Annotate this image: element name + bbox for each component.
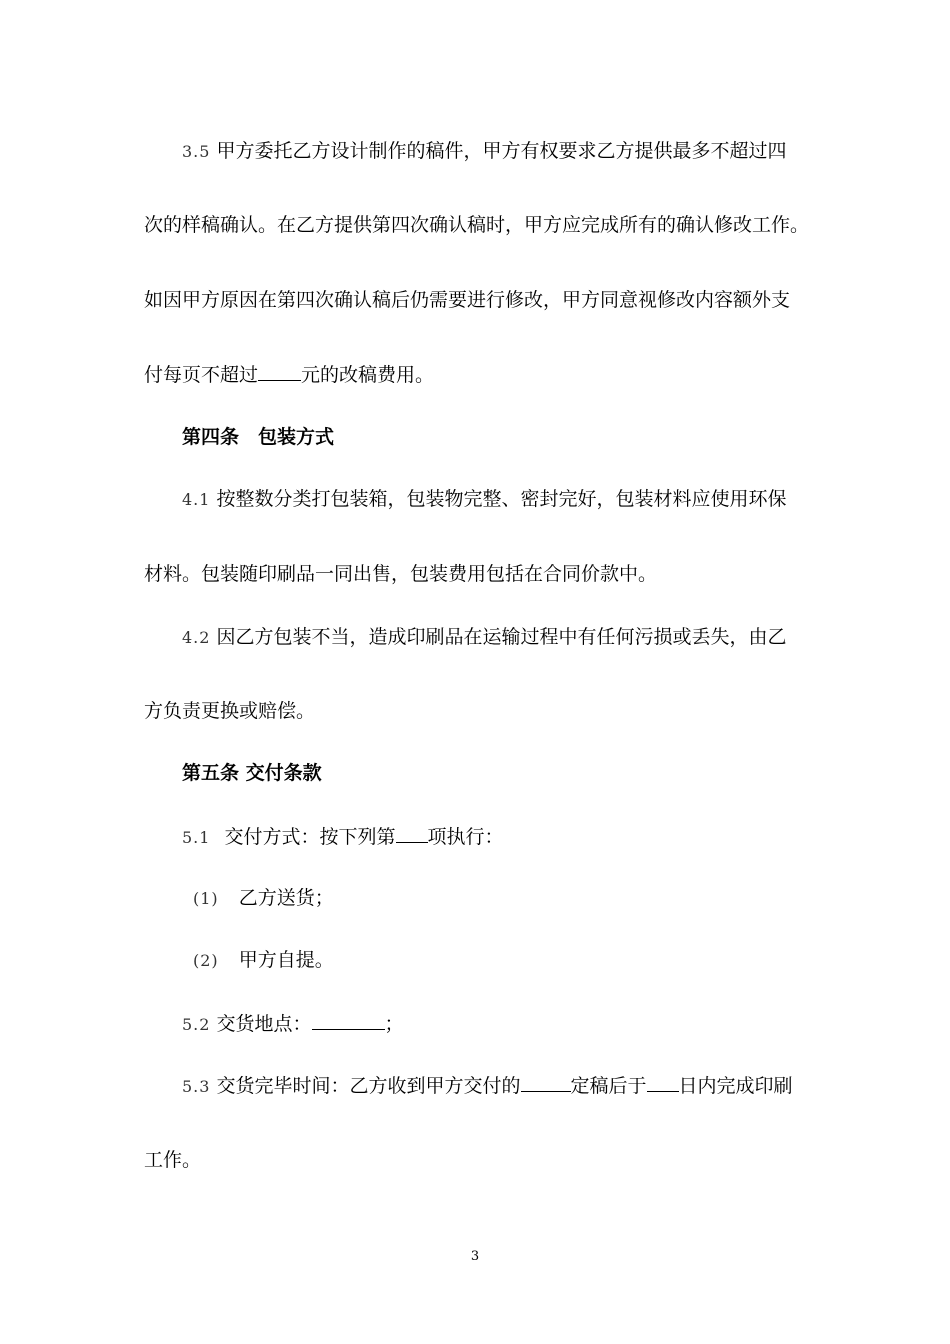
clause-text: 交付方式：按下列第	[224, 826, 396, 848]
clause-text: 因乙方包装不当，造成印刷品在运输过程中有任何污损或丢失，由乙	[216, 626, 787, 648]
article-4-heading: 第四条 包装方式	[182, 426, 335, 448]
clause-3-5-line-3: 如因甲方原因在第四次确认稿后仍需要进行修改，甲方同意视修改内容额外支	[144, 289, 791, 311]
page-number: 3	[470, 1249, 480, 1264]
clause-text: 甲方委托乙方设计制作的稿件，甲方有权要求乙方提供最多不超过四	[216, 140, 787, 162]
clause-4-2-line-2: 方负责更换或赔偿。	[144, 700, 316, 722]
fill-in-blank	[396, 824, 428, 843]
clause-text: 交货完毕时间：乙方收到甲方交付的	[216, 1075, 521, 1097]
clause-5-3-line-1	[182, 1073, 793, 1099]
clause-number: 3.5	[182, 142, 211, 161]
clause-5-2	[182, 1011, 404, 1037]
fill-in-blank	[521, 1073, 571, 1092]
clause-number: 4.1	[182, 490, 211, 509]
option-1	[193, 886, 334, 911]
fill-in-blank	[258, 362, 301, 381]
clause-3-5-line-4	[144, 362, 434, 387]
clause-text: 付每页不超过	[144, 364, 259, 386]
clause-4-1-line-2: 材料。包装随印刷品一同出售，包装费用包括在合同价款中。	[144, 563, 658, 585]
option-2	[193, 948, 334, 973]
clause-text: ；	[384, 1013, 404, 1035]
fill-in-blank	[647, 1073, 679, 1092]
clause-number: 4.2	[182, 628, 211, 647]
option-text: 乙方送货；	[238, 887, 334, 909]
clause-text: 日内完成印刷	[678, 1075, 793, 1097]
option-number: (2)	[193, 951, 219, 970]
article-5-heading: 第五条 交付条款	[182, 762, 322, 784]
clause-text: 项执行：	[427, 826, 504, 848]
option-text: 甲方自提。	[238, 949, 334, 971]
clause-4-2-line-1	[182, 625, 787, 650]
clause-text: 元的改稿费用。	[301, 364, 435, 386]
clause-text: 定稿后于	[570, 1075, 647, 1097]
fill-in-blank	[312, 1011, 385, 1030]
clause-number: 5.1	[182, 828, 211, 847]
clause-text: 按整数分类打包装箱，包装物完整、密封完好，包装材料应使用环保	[216, 488, 787, 510]
clause-number: 5.3	[182, 1077, 211, 1096]
clause-text: 交货地点：	[216, 1013, 312, 1035]
clause-4-1-line-1	[182, 487, 787, 512]
clause-5-1	[182, 824, 504, 850]
clause-3-5-line-1	[182, 139, 787, 164]
clause-5-3-line-2: 工作。	[144, 1149, 202, 1171]
option-number: (1)	[193, 889, 219, 908]
clause-3-5-line-2: 次的样稿确认。在乙方提供第四次确认稿时，甲方应完成所有的确认修改工作。	[144, 214, 810, 236]
clause-number: 5.2	[182, 1015, 211, 1034]
